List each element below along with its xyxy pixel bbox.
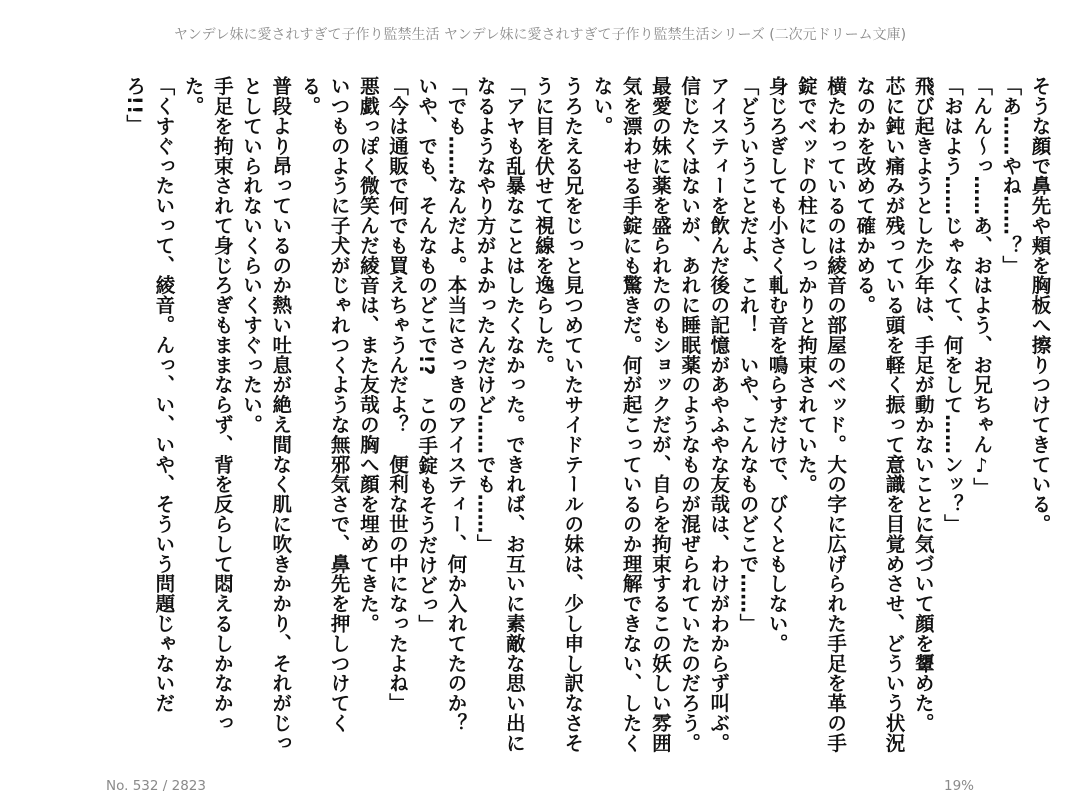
paragraph: 「んん～っ……あ、おはよう、お兄ちゃん♪」 [970,76,994,498]
paragraph: 芯に鈍い痛みが残っている頭を軽く振って意識を目覚めさせ、どういう状況なのかを改めて確かめる。 [853,76,906,753]
paragraph: 身じろぎしても小さく軋む音を鳴らすだけで、びくともしない。 [765,76,789,654]
paragraph: 手足を拘束されて身じろぎもままならず、背を反らして悶えるしかなかった。 [181,76,234,733]
paragraph: 飛び起きようとした少年は、手足が動かないことに気づいて顔を顰めた。 [911,76,935,733]
paragraph: 横たわっているのは綾音の部屋のベッド。大の字に広げられた手足を革の手錠でベッドの柱にしっかりと拘束されていた。 [794,76,848,753]
paragraph: 「今は通販で何でも買えちゃうんだよ？ 便利な世の中になったよね」 [386,76,410,713]
page-content [120,76,1052,756]
paragraph: 「あ……やね……？」 [999,76,1023,275]
paragraph: いつものように子犬がじゃれつくような無邪気さで、鼻先を押しつけてくる。 [298,76,351,733]
paragraph: 最愛の妹に薬を盛られたのもショックだが、自らを拘束するこの妖しい雰囲気を漂わせる手錠にも驚きだ。何が起こっているのか理解できない、したくない。 [590,76,672,753]
paragraph: 「アヤも乱暴なことはしたくなかった。できれば、お互いに素敵な思い出になるようなやり方がよかったんだけど……でも……」 [473,76,526,753]
paragraph: 悪戯っぽく微笑んだ綾音は、また友哉の胸へ顔を埋めてきた。 [356,76,380,634]
paragraph: 「くすぐったいって、綾音。んっ、い、いや、そういう問題じゃないだろ!!」 [123,76,176,713]
paragraph: 「でも……なんだよ。本当にさっきのアイスティー、何か入れてたのか？ いや、でも、そんなものどこで!? この手錠もそうだけどっ」 [415,76,468,753]
paragraph: うろたえる兄をじっと見つめていたサイドテールの妹は、少し申し訳なさそうに目を伏せて視線を逸らした。 [532,76,585,753]
paragraph: 「どういうことだよ、これ！ いや、こんなものどこで……」 [736,76,760,634]
vertical-text-body [120,76,1055,756]
paragraph: 「おはよう……じゃなくて、何をして……ンッ？」 [940,76,964,534]
paragraph: 普段より昂っているのか熱い吐息が絶え間なく肌に吹きかかり、それがじっとしていられないくらいくすぐったい。 [240,76,293,753]
paragraph: アイスティーを飲んだ後の記憶があやふやな友哉は、わけがわからず叫ぶ。 [707,76,731,753]
paragraph: そうな顔で鼻先や頬を胸板へ擦りつけてきている。 [1028,76,1052,534]
paragraph: 信じたくはないが、あれに睡眠薬のようなものが混ぜられていたのだろう。 [678,76,702,753]
book-title-header: ヤンデレ妹に愛されすぎて子作り監禁生活 ヤンデレ妹に愛されすぎて子作り監禁生活シリーズ (二次元ドリーム文庫) [173,27,907,43]
progress-percent: 19% [943,778,974,794]
location-indicator: No. 532 / 2823 [106,778,206,794]
